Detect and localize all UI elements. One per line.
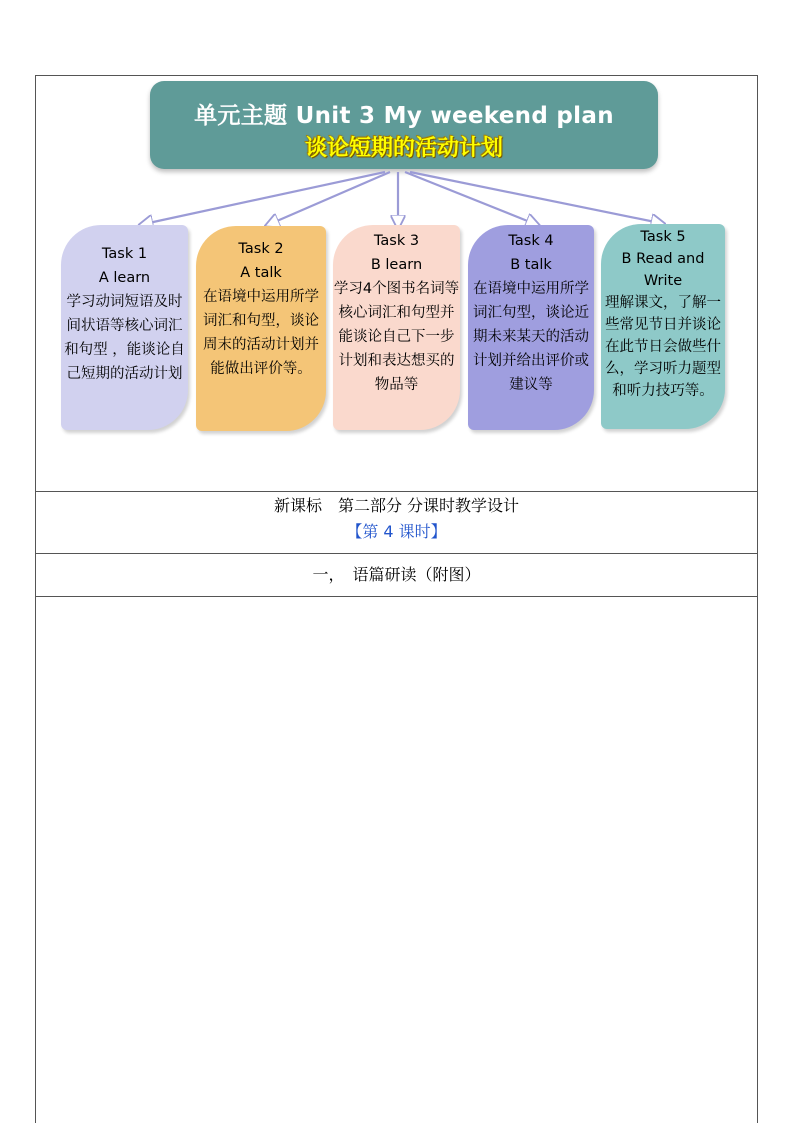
unit-theme-banner: [150, 81, 658, 169]
task-title: Task 1: [101, 246, 148, 262]
part-heading: 一， 语篇研读（附图）: [312, 565, 481, 584]
banner-subtitle: 谈论短期的活动计划: [304, 136, 503, 161]
task-card-3: [333, 225, 460, 430]
task-subtitle: B talk: [510, 257, 552, 273]
task-description: 学习动词短语及时间状语等核心词汇和句型 ，能谈论自己短期的活动计划: [64, 294, 185, 382]
task-subtitle: A talk: [240, 265, 282, 281]
task-description: 在语境中运用所学词汇和句型，谈论周末的活动计划并能做出评价等。: [203, 289, 319, 377]
task-subtitle: B Read and Write: [621, 251, 705, 289]
section-heading: 新课标 第二部分 分课时教学设计: [273, 496, 520, 515]
table-divider: [35, 596, 758, 597]
task-card-1: [61, 225, 188, 430]
task-subtitle: B learn: [370, 257, 423, 273]
section-header: [35, 493, 758, 545]
task-card-2: [196, 226, 326, 431]
task-description: 在语境中运用所学词汇句型，谈论近期未来某天的活动计划并给出评价或建议等: [473, 281, 589, 393]
task-card-5: [601, 224, 725, 429]
task-title: Task 2: [238, 241, 284, 257]
table-divider: [35, 491, 758, 492]
task-subtitle: A learn: [98, 270, 151, 286]
task-card-4: [468, 225, 594, 430]
table-divider: [35, 553, 758, 554]
task-description: 理解课文，了解一些常见节日并谈论在此节日会做些什么，学习听力题型和听力技巧等。: [605, 295, 721, 399]
banner-title: 单元主题 Unit 3 My weekend plan: [194, 103, 614, 129]
task-title: Task 5: [640, 229, 686, 245]
task-title: Task 3: [373, 233, 420, 249]
task-description: 学习4个图书名词等核心词汇和句型并能谈论自己下一步计划和表达想买的物品等: [333, 281, 460, 393]
lesson-label: 【第 4 课时】: [346, 522, 447, 541]
task-title: Task 4: [508, 233, 554, 249]
